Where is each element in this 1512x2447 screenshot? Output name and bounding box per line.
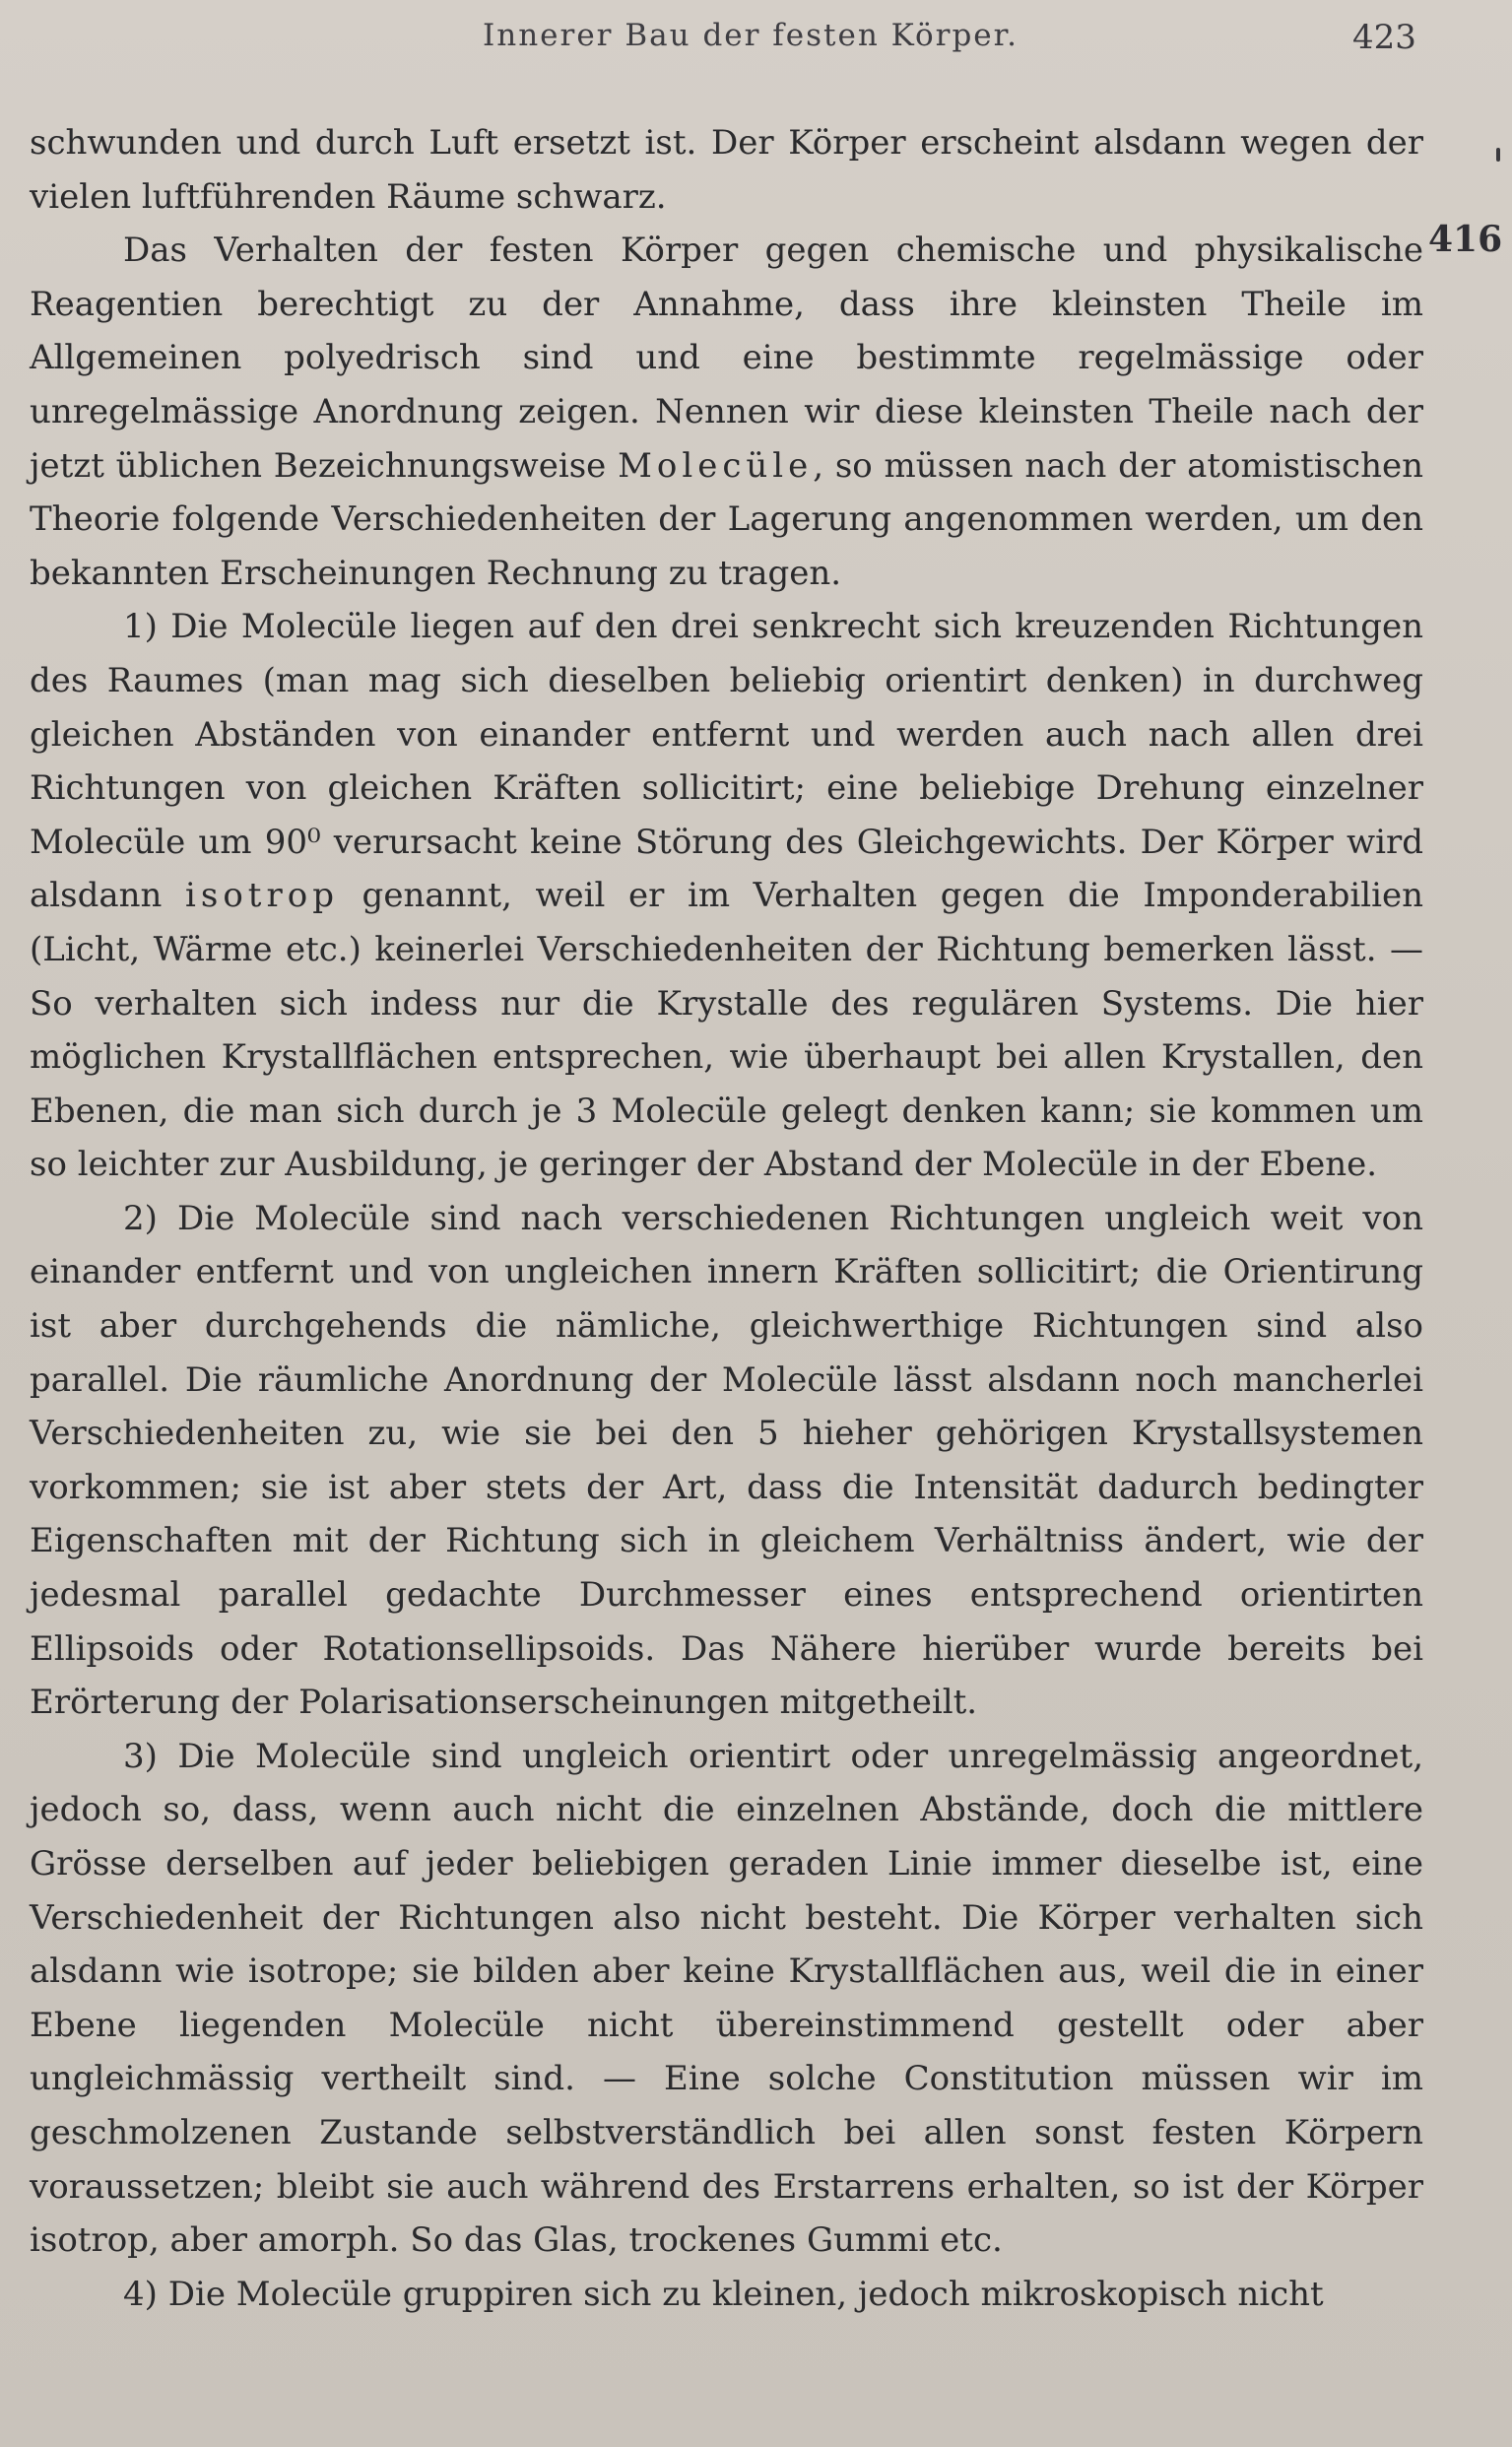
paragraph-item-4: 4) Die Molecüle gruppiren sich zu kleinen, jedoch mikroskopisch nicht [123, 2274, 1324, 2314]
page-header [0, 18, 1512, 67]
paragraph-item-3: 3) Die Molecüle sind ungleich orientirt oder unregelmässig angeordnet, jedoch so, dass, wenn auch nicht die einzelnen Abstände, doch die mittlere Grösse derselben auf jeder beliebigen geraden Linie immer dieselbe ist, eine Verschiedenheit der Richtungen also nicht besteht. Die Körper verhalten sich alsdann wie isotrope; sie bilden aber keine Krystallflächen aus, weil die in einer Ebene liegenden Molecüle nicht übereinstimmend gestellt oder aber ungleichmässig vertheilt sind. — Eine solche Constitution müssen wir im geschmolzenen Zustande selbstverständlich bei allen sonst festen Körpern voraussetzen; bleibt sie auch während des Erstarrens erhalten, so ist der Körper isotrop, aber amorph. So das Glas, trockenes Gummi etc. [30, 1736, 1423, 2261]
paragraph-item-2: 2) Die Molecüle sind nach verschiedenen Richtungen ungleich weit von einander entfernt und von ungleichen innern Kräften sollicitirt; die Orientirung ist aber durchgehends die nämliche, gleichwerthige Richtungen sind also parallel. Die räumliche Anordnung der Molecüle lässt alsdann noch mancherlei Verschiedenheiten zu, wie sie bei den 5 hieher gehörigen Krystallsystemen vorkommen; sie ist aber stets der Art, dass die Intensität dadurch bedingter Eigenschaften mit der Richtung sich in gleichem Verhältniss ändert, wie der jedesmal parallel gedachte Durchmesser eines entsprechend orientirten Ellipsoids oder Rotationsellipsoids. Das Nähere hierüber wurde bereits bei Erörterung der Polarisationserscheinungen mitgetheilt. [30, 1198, 1423, 1723]
page-number: 423 [1352, 18, 1416, 57]
item-1-text-end: genannt, weil er im Verhalten gegen die Imponderabilien (Licht, Wärme etc.) keinerlei Verschiedenheiten der Richtung bemerken lässt. — So verhalten sich indess nur die Krystalle des regulären Systems. Die hier möglichen Krystallflächen entsprechen, wie überhaupt bei allen Krystallen, den Ebenen, die man sich durch je 3 Molecüle gelegt denken kann; sie kommen um so leichter zur Ausbildung, je geringer der Abstand der Molecüle in der Ebene. [30, 876, 1423, 1185]
paragraph-continuation: schwunden und durch Luft ersetzt ist. Der Körper erscheint alsdann wegen der vielen luftführenden Räume schwarz. [30, 123, 1423, 217]
edge-mark [1496, 148, 1500, 162]
paragraph-intro [30, 224, 1423, 600]
paragraph-item-1 [30, 600, 1423, 1192]
body-text [30, 116, 1423, 2321]
margin-number: 416 [1428, 219, 1503, 260]
item-1-text: 1) Die Molecüle liegen auf den drei senkrecht sich kreuzenden Richtungen des Raumes (man mag sich dieselben beliebig orientirt denken) in durchweg gleichen Abständen von einander entfernt und werden auch nach allen drei Richtungen von gleichen Kräften sollicitirt; eine beliebige Drehung einzelner Molecüle um 90⁰ verursacht keine Störung des Gleichgewichts. Der Körper wird alsdann [30, 607, 1423, 916]
running-head: Innerer Bau der festen Körper. [483, 18, 1019, 53]
paragraph-intro-text: Das Verhalten der festen Körper gegen chemische und physikalische Reagentien berechtigt zu der Annahme, dass ihre kleinsten Theile im Allgemeinen polyedrisch sind und eine bestimmte regelmässige oder unregelmässige Anordnung zeigen. Nennen wir diese kleinsten Theile nach der jetzt üblichen Bezeichnungsweise [30, 231, 1423, 486]
term-isotrop: isotrop [185, 876, 339, 916]
paragraph-intro-text-end: , so müssen nach der atomistischen Theorie folgende Verschiedenheiten der Lagerung angenommen werden, um den bekannten Erscheinungen Rechnung zu tragen. [30, 445, 1423, 593]
term-molecule: Molecüle [618, 445, 814, 486]
